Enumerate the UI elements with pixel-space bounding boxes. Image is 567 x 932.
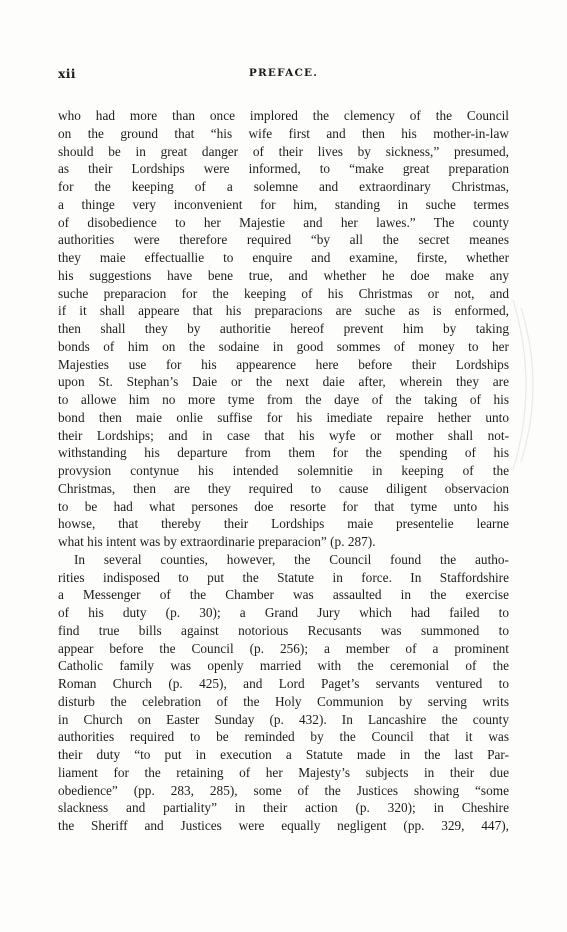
text-line: howse, that thereby their Lordships maie presentelie learne [58, 516, 509, 532]
text-line: Catholic family was openly married with the ceremonial of the [58, 658, 509, 674]
text-line: to be had what persones doe resorte for that tyme unto his [58, 498, 509, 514]
watermark-seal [505, 290, 545, 480]
text-line: what his intent was by extraordinarie preparacion” (p. 287). [58, 534, 376, 549]
text-line: Christmas, then are they required to cause diligent observacion [58, 480, 509, 496]
text-line: his suggestions have bene true, and whether he doe make any [58, 267, 509, 283]
text-line: a thinge very inconvenient for him, standing in suche termes [58, 196, 509, 212]
text-line: in Church on Easter Sunday (p. 432). In Lancashire the county [58, 711, 509, 727]
text-line: bond then maie onlie suffise for his imediate repaire hether unto [58, 409, 509, 425]
text-line: In several counties, however, the Council found the autho- [74, 551, 509, 567]
running-title: PREFACE. [248, 67, 319, 79]
text-line: upon St. Stephan’s Daie or the next daie after, wherein they are [58, 374, 509, 390]
text-line: of his duty (p. 30); a Grand Jury which had failed to [58, 605, 509, 620]
text-line: disturb the celebration of the Holy Communion by serving writs [58, 693, 509, 709]
text-line: for the keeping of a solemne and extraordinary Christmas, [58, 179, 509, 194]
page-header [58, 66, 509, 82]
body-text [58, 107, 509, 835]
text-line: the Sheriff and Justices were equally negligent (pp. 329, 447), [58, 818, 509, 833]
text-line: a Messenger of the Chamber was assaulted in the exercise [58, 587, 509, 603]
text-line: they maie effectuallie to enquire and examine, firste, whether [58, 250, 509, 265]
text-line: on the ground that “his wife first and then his mother-in-law [58, 125, 509, 141]
text-line: find true bills against notorious Recusants was summoned to [58, 622, 509, 638]
text-line: authorities were therefore required “by all the secret meanes [58, 232, 509, 248]
text-line: who had more than once implored the clemency of the Council [58, 108, 509, 123]
text-line: Roman Church (p. 425), and Lord Paget’s servants ventured to [58, 676, 509, 691]
text-line: should be in great danger of their lives by sickness,” presumed, [58, 143, 509, 159]
text-line: appear before the Council (p. 256); a member of a prominent [58, 640, 509, 656]
text-line: provysion contynue his intended solemnitie in keeping of the [58, 463, 509, 478]
text-line: suche preparacion for the keeping of his Christmas or not, and [58, 285, 509, 301]
text-line: slackness and partiality” in their action (p. 320); in Cheshire [58, 800, 509, 816]
text-line: Majesties use for his appearence here before their Lordships [58, 356, 509, 372]
text-line: as their Lordships were informed, to “make great preparation [58, 161, 509, 177]
text-line: of disobedience to her Majestie and her lawes.” The county [58, 214, 509, 230]
text-line: to allowe him no more tyme from the daye of the taking of his [58, 392, 509, 407]
text-line: if it shall appeare that his preparacions are suche as is enformed, [58, 303, 509, 319]
paragraph [58, 551, 509, 835]
text-line: withstanding his departure from them for the spending of his [58, 445, 509, 461]
text-line: bonds of him on the sodaine in good sommes of money to her [58, 338, 509, 354]
text-line: authorities required to be reminded by the Council that it was [58, 729, 509, 745]
text-line: liament for the retaining of her Majesty’s subjects in their due [58, 764, 509, 780]
text-line: their Lordships; and in case that his wyfe or mother shall not- [58, 427, 509, 443]
text-line: then shall they by authoritie hereof prevent him by taking [58, 321, 509, 336]
page-number: xii [58, 66, 76, 81]
paragraph [58, 107, 509, 551]
text-line: their duty “to put in execution a Statute made in the last Par- [58, 747, 509, 762]
text-line: obedience” (pp. 283, 285), some of the Justices showing “some [58, 782, 509, 798]
text-line: rities indisposed to put the Statute in force. In Staffordshire [58, 569, 509, 585]
